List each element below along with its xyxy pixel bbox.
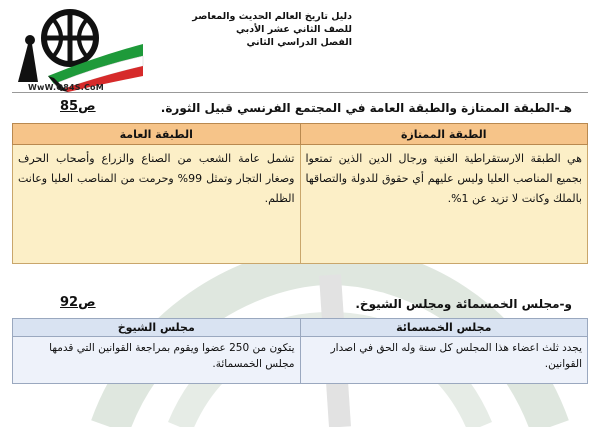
- section1-title: هـ-الطبقة الممتازة والطبقة العامة في المجتمع الفرنسي قبيل الثورة.: [160, 101, 572, 115]
- tower-icon: [18, 35, 38, 82]
- privileged-class-header: الطبقة الممتازة: [300, 124, 588, 145]
- header-line-2: للصف الثاني عشر الأدبي: [236, 24, 352, 35]
- councils-comparison-table: [12, 318, 588, 384]
- classes-comparison-table: [12, 123, 588, 264]
- header-divider: [12, 92, 588, 93]
- header-line-3: الفصل الدراسي الثاني: [246, 37, 352, 48]
- privileged-class-cell: هي الطبقة الارستقراطية الغنية ورجال الدين الذين تمتعوا بجميع المناصب العليا وليس عليهم أي حقوق للدولة والتصاقها بالملك وكانت لا تزيد عن 1%.: [300, 145, 588, 264]
- senate-cell: يتكون من 250 عضوا ويقوم بمراجعة القوانين التي قدمها مجلس الخمسمائة.: [13, 337, 301, 384]
- header-line-1: دليل تاريخ العالم الحديث والمعاصر: [192, 11, 352, 22]
- section1-page-ref: ص85: [60, 99, 96, 114]
- council-500-cell: يجدد ثلث اعضاء هذا المجلس كل سنة وله الحق في اصدار القوانين.: [300, 337, 588, 384]
- council-500-header: مجلس الخمسمائة: [300, 319, 588, 337]
- section2-page-ref: ص92: [60, 295, 96, 310]
- logo-site-text: WwW.Q84S.CoM: [28, 83, 104, 92]
- site-logo: [8, 4, 148, 92]
- section2-title: و-مجلس الخمسمائة ومجلس الشيوخ.: [355, 297, 572, 311]
- common-class-header: الطبقة العامة: [13, 124, 301, 145]
- common-class-cell: تشمل عامة الشعب من الصناع والزراع وأصحاب الحرف وصغار التجار وتمثل 99% وحرمت من المناصب العليا وعانت الظلم.: [13, 145, 301, 264]
- globe-icon: [44, 12, 96, 64]
- senate-header: مجلس الشيوخ: [13, 319, 301, 337]
- document-header: [182, 10, 352, 49]
